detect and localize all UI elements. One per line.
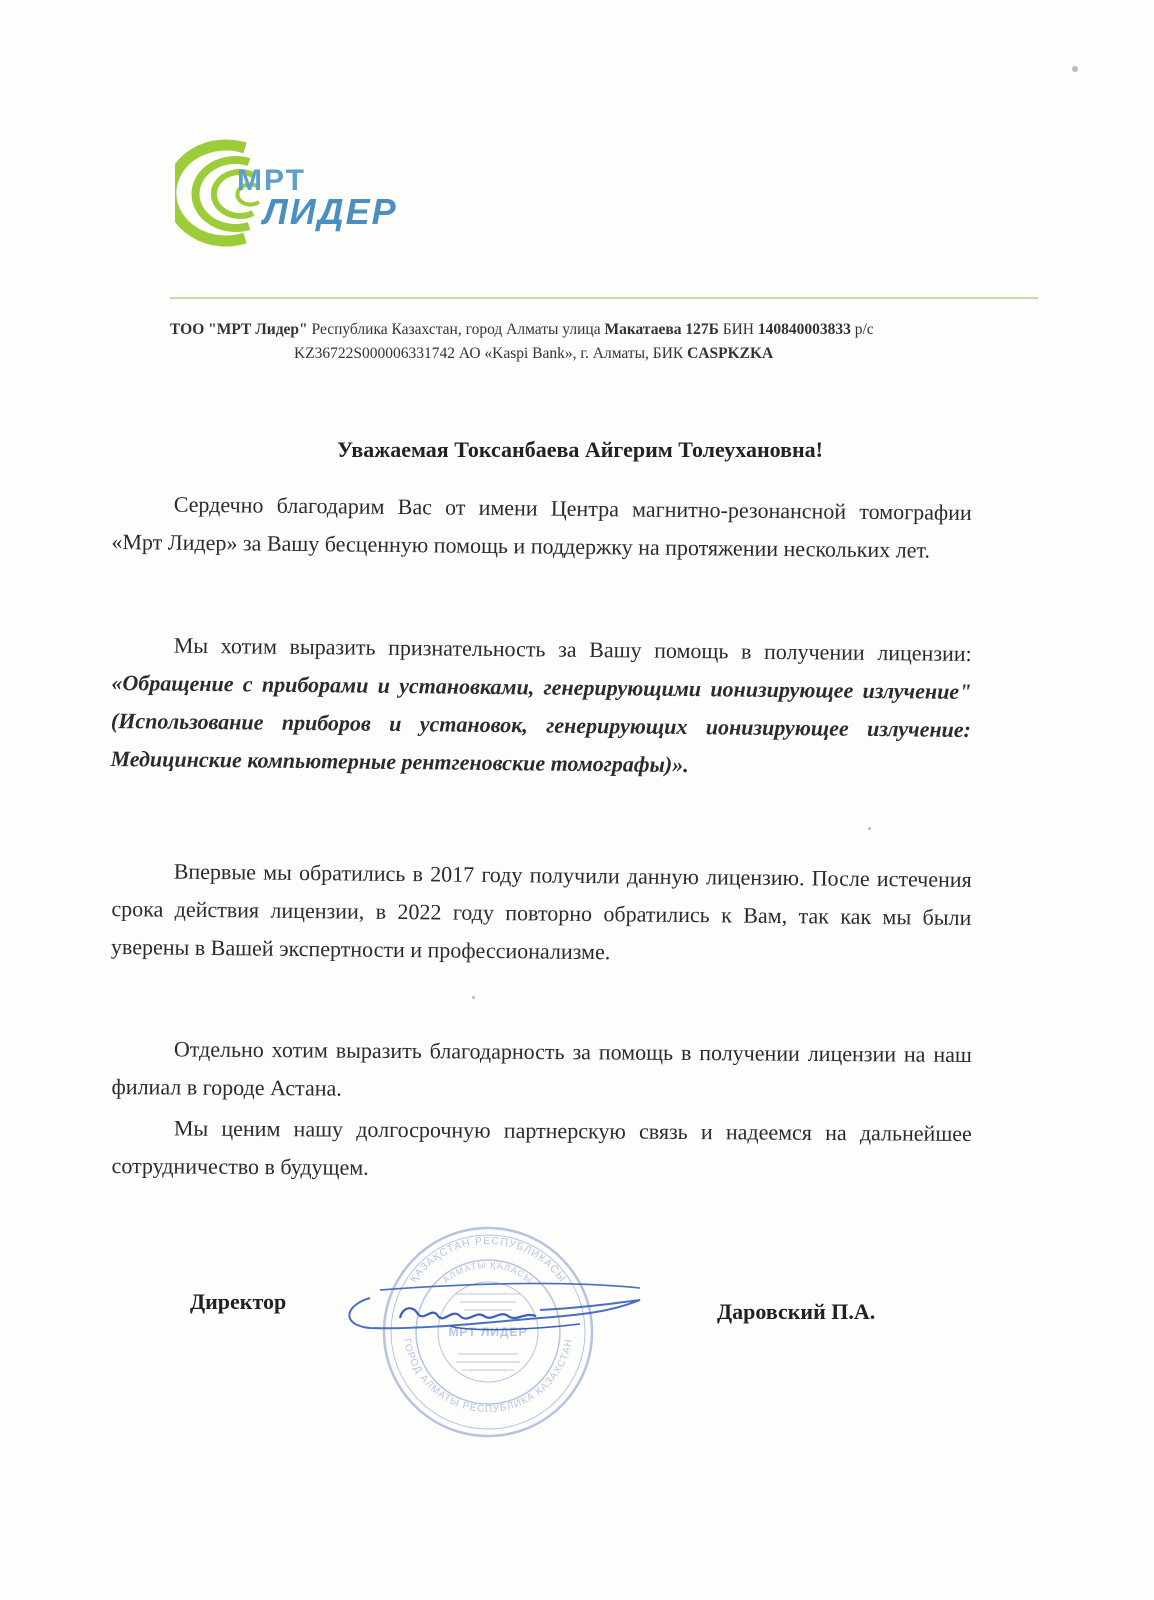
- license-name: «Обращение с приборами и установками, генерирующими ионизирующее излучение" (Использование приборов и установок, генерирующих ионизирующее излучение: Медицинские компьютерные рентгеновские томографы)».: [110, 669, 972, 778]
- paragraph-3: [111, 852, 972, 975]
- seal-bottom-text: ГОРОД АЛМАТЫ РЕСПУБЛИКА КАЗАХСТАН: [400, 1337, 576, 1416]
- paragraph-1: [111, 485, 972, 570]
- street-address: Макатаева 127Б: [604, 321, 719, 338]
- scan-speck: [472, 996, 475, 999]
- logo-text-lider: ЛИДЕР: [263, 191, 398, 232]
- bin-label: БИН: [718, 321, 758, 338]
- paragraph-2: [110, 626, 972, 787]
- bik-code: CASPKZKA: [687, 345, 774, 362]
- scan-speck: [868, 827, 871, 830]
- seal-inner-text: АЛМАТЫ ҚАЛАСЫ: [441, 1259, 535, 1286]
- paragraph-2-intro: Мы хотим выразить признательность за Вашу помощь в получении лицензии:: [173, 632, 972, 667]
- scan-speck: [1072, 66, 1078, 72]
- paragraph-3-text: Впервые мы обратились в 2017 году получили данную лицензию. После истечения срока действия лицензии, в 2022 году повторно обратились к Вам, так как мы были уверены в Вашей экспертности и профессионализме.: [110, 858, 972, 965]
- company-logo: [175, 138, 445, 248]
- address-prefix: Республика Казахстан, город Алматы улица: [307, 321, 605, 338]
- signer-title: Директор: [190, 1289, 287, 1314]
- handwritten-signature: [340, 1270, 650, 1350]
- company-requisites: [170, 318, 1050, 366]
- paragraph-1-text: Сердечно благодарим Вас от имени Центра магнитно-резонансной томографии «Мрт Лидер» за Вашу бесценную помощь и поддержку на протяжении нескольких лет.: [111, 491, 972, 563]
- paragraph-5-text: Мы ценим нашу долгосрочную партнерскую связь и надеемся на дальнейшее сотрудничество в будущем.: [111, 1115, 972, 1180]
- paragraph-5: [111, 1109, 972, 1191]
- bank-account-line: KZ36722S000006331742 АО «Kaspi Bank», г. Алматы, БИК: [294, 345, 688, 362]
- account-prefix: р/с: [850, 321, 874, 338]
- paragraph-4: [111, 1030, 972, 1112]
- seal-top-text: ҚАЗАҚСТАН РЕСПУБЛИКАСЫ: [407, 1234, 569, 1285]
- bin-number: 140840003833: [757, 321, 851, 338]
- paragraph-4-text: Отдельно хотим выразить благодарность за помощь в получении лицензии на наш филиал в городе Астана.: [111, 1036, 972, 1101]
- company-name: ТОО "МРТ Лидер": [170, 321, 308, 338]
- logo-text-mrt: МРТ: [237, 164, 306, 197]
- greeting-line: Уважаемая Токсанбаева Айгерим Толеухановна!: [337, 437, 823, 462]
- header-divider: [170, 297, 1038, 299]
- signer-name: Даровский П.А.: [717, 1299, 876, 1324]
- seal-center-text: МРТ ЛИДЕР: [448, 1325, 528, 1339]
